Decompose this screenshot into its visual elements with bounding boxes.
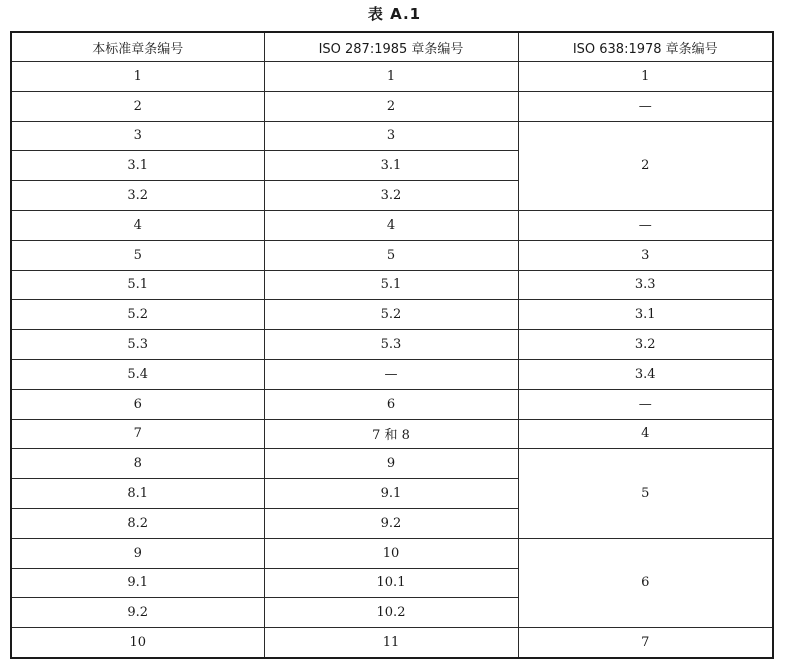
- cell-this-standard: 5.4: [11, 359, 264, 389]
- table-body: [11, 62, 773, 658]
- cell-iso-287: 3.2: [264, 181, 518, 211]
- cell-iso-638: 5: [518, 449, 773, 538]
- table-row: [11, 538, 773, 568]
- cell-this-standard: 8.2: [11, 508, 264, 538]
- cell-this-standard: 3: [11, 121, 264, 151]
- cell-this-standard: 8.1: [11, 479, 264, 509]
- cell-iso-287: 10.1: [264, 568, 518, 598]
- cell-iso-638: 2: [518, 121, 773, 210]
- table-row: [11, 330, 773, 360]
- table-row: [11, 419, 773, 449]
- cell-iso-287: 3.1: [264, 151, 518, 181]
- table-row: [11, 389, 773, 419]
- correspondence-table: [10, 31, 774, 659]
- cell-this-standard: 2: [11, 91, 264, 121]
- cell-iso-287: 5: [264, 240, 518, 270]
- cell-iso-638: —: [518, 91, 773, 121]
- cell-iso-638: 7: [518, 628, 773, 658]
- header-this-standard: 本标准章条编号: [11, 32, 264, 62]
- cell-this-standard: 1: [11, 62, 264, 92]
- table-caption: 表 A.1: [367, 5, 422, 23]
- cell-this-standard: 8: [11, 449, 264, 479]
- cell-iso-638: 3.2: [518, 330, 773, 360]
- cell-iso-638: 3.4: [518, 359, 773, 389]
- cell-this-standard: 4: [11, 210, 264, 240]
- cell-iso-287: 9: [264, 449, 518, 479]
- cell-iso-638: —: [518, 210, 773, 240]
- cell-iso-287: 5.1: [264, 270, 518, 300]
- table-row: [11, 449, 773, 479]
- cell-this-standard: 9: [11, 538, 264, 568]
- cell-iso-287: 3: [264, 121, 518, 151]
- header-iso-638: ISO 638:1978 章条编号: [518, 32, 773, 62]
- cell-this-standard: 5.1: [11, 270, 264, 300]
- cell-iso-638: 3: [518, 240, 773, 270]
- table-row: [11, 210, 773, 240]
- cell-iso-287: 5.3: [264, 330, 518, 360]
- cell-this-standard: 6: [11, 389, 264, 419]
- cell-this-standard: 9.1: [11, 568, 264, 598]
- cell-this-standard: 5: [11, 240, 264, 270]
- table-row: [11, 62, 773, 92]
- cell-iso-638: 3.1: [518, 300, 773, 330]
- table-row: [11, 628, 773, 658]
- cell-this-standard: 3.2: [11, 181, 264, 211]
- cell-iso-287: 2: [264, 91, 518, 121]
- cell-iso-287: 5.2: [264, 300, 518, 330]
- cell-this-standard: 10: [11, 628, 264, 658]
- cell-this-standard: 5.2: [11, 300, 264, 330]
- table-row: [11, 300, 773, 330]
- table-row: [11, 121, 773, 151]
- cell-this-standard: 5.3: [11, 330, 264, 360]
- cell-iso-638: 4: [518, 419, 773, 449]
- table-row: [11, 240, 773, 270]
- cell-this-standard: 7: [11, 419, 264, 449]
- cell-iso-287: —: [264, 359, 518, 389]
- cell-iso-287: 11: [264, 628, 518, 658]
- cell-iso-287: 1: [264, 62, 518, 92]
- cell-this-standard: 9.2: [11, 598, 264, 628]
- table-row: [11, 91, 773, 121]
- cell-iso-287: 9.1: [264, 479, 518, 509]
- table-row: [11, 359, 773, 389]
- cell-iso-287: 6: [264, 389, 518, 419]
- cell-iso-287: 10.2: [264, 598, 518, 628]
- cell-iso-287: 4: [264, 210, 518, 240]
- cell-this-standard: 3.1: [11, 151, 264, 181]
- cell-iso-638: 3.3: [518, 270, 773, 300]
- cell-iso-287: 10: [264, 538, 518, 568]
- cell-iso-638: 1: [518, 62, 773, 92]
- cell-iso-287: 9.2: [264, 508, 518, 538]
- header-row: [11, 32, 773, 62]
- cell-iso-287: 7 和 8: [264, 419, 518, 449]
- cell-iso-638: 6: [518, 538, 773, 627]
- table-row: [11, 270, 773, 300]
- cell-iso-638: —: [518, 389, 773, 419]
- header-iso-287: ISO 287:1985 章条编号: [264, 32, 518, 62]
